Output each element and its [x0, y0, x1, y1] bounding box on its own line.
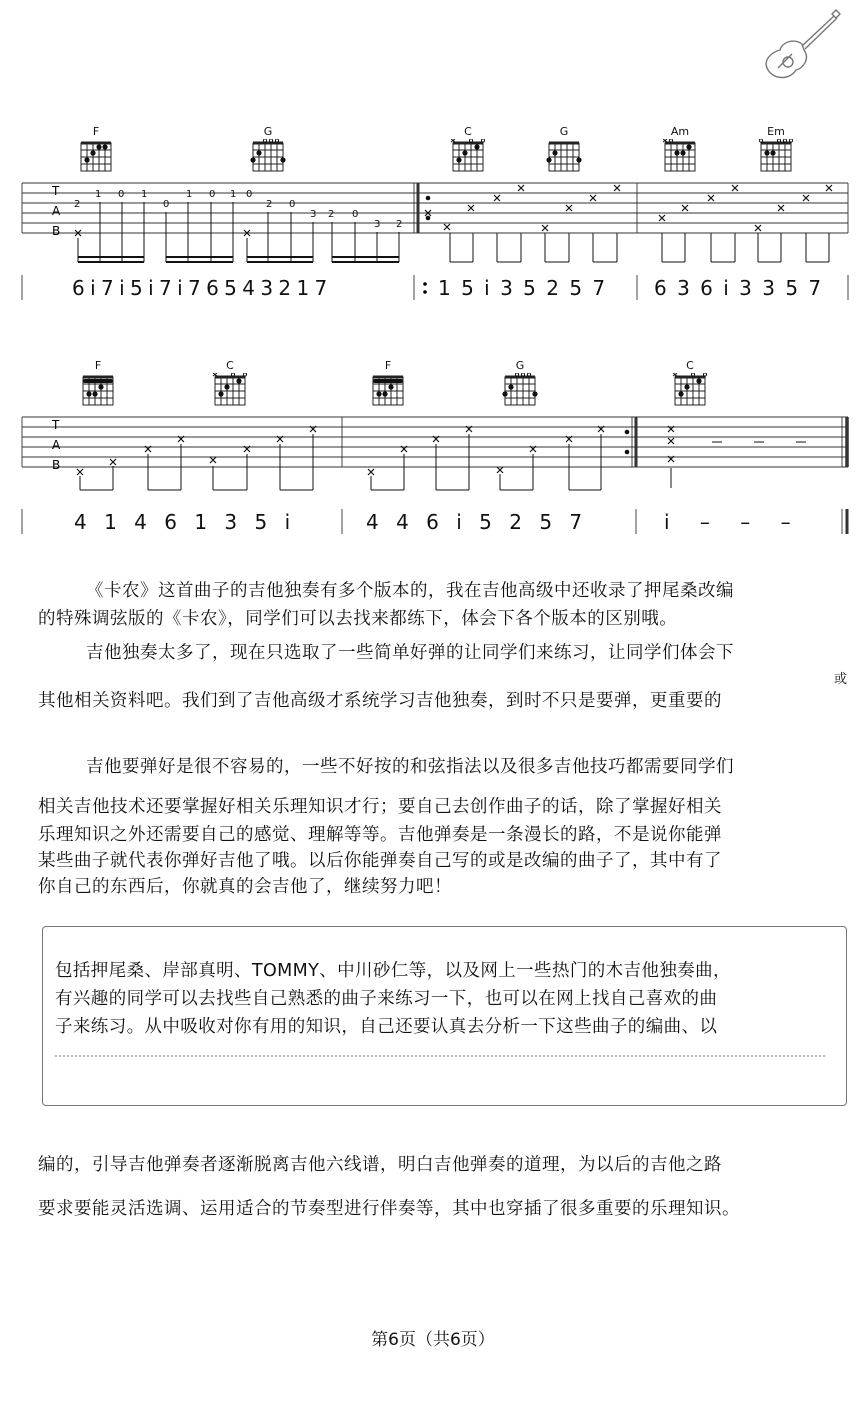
chord-name: F [94, 359, 102, 372]
svg-text:2: 2 [328, 209, 335, 220]
svg-text:1: 1 [95, 189, 102, 200]
box-line: 子来练习。从中吸收对你有用的知识，自己还要认真去分析一下这些曲子的编曲、以 [55, 1017, 718, 1037]
jianpu-measure: 4 1 4 6 1 3 5 i [74, 510, 291, 534]
svg-text:0: 0 [118, 189, 125, 200]
chord-name: C [226, 359, 234, 372]
jianpu-measure: i – – – [664, 510, 791, 534]
chord-name: F [384, 359, 392, 372]
note-box [42, 926, 847, 1106]
paragraph-line: 吉他要弹好是很不容易的，一些不好按的和弦指法以及很多吉他技巧都需要同学们 [86, 757, 734, 777]
svg-text:2: 2 [74, 199, 81, 210]
svg-text:0: 0 [163, 199, 170, 210]
paragraph-line: 你自己的东西后，你就真的会吉他了，继续努力吧！ [38, 877, 452, 897]
tab-letter-t: T [52, 418, 60, 432]
svg-text:1: 1 [141, 189, 148, 200]
jianpu-measure: 1 5 i 3 5 2 5 7 [438, 276, 606, 300]
svg-text:1: 1 [186, 189, 193, 200]
svg-text:3: 3 [310, 209, 317, 220]
svg-text:0: 0 [352, 209, 359, 220]
svg-text:0: 0 [246, 189, 253, 200]
chord-name: G [515, 359, 525, 372]
paragraph-line: 编的，引导吉他弹奏者逐渐脱离吉他六线谱，明白吉他弹奏的道理，为以后的吉他之路 [38, 1155, 722, 1175]
guitar-logo-icon [758, 8, 842, 84]
paragraph-line: 要求要能灵活选调、运用适合的节奏型进行伴奏等，其中也穿插了很多重要的乐理知识。 [38, 1199, 740, 1219]
paragraph-line: 《卡农》这首曲子的吉他独奏有多个版本的，我在吉他高级中还收录了押尾桑改编 [86, 581, 734, 601]
paragraph-line: 其他相关资料吧。我们到了吉他高级才系统学习吉他独奏，到时不只是要弹，更重要的 [38, 691, 722, 711]
fret-numbers [74, 189, 402, 230]
x-marks [77, 426, 674, 475]
tab-letter-b: B [52, 224, 61, 238]
tab-system-1 [0, 120, 866, 310]
svg-text:2: 2 [396, 219, 403, 230]
tab-letter-a: A [52, 438, 61, 452]
svg-text:1: 1 [230, 189, 237, 200]
tab-letter-b: B [52, 458, 61, 472]
svg-text:3: 3 [374, 219, 381, 230]
chord-name: G [263, 125, 273, 138]
chord-name: Em [767, 125, 785, 138]
chord-name: C [686, 359, 694, 372]
stems-beams [78, 202, 829, 262]
paragraph-line: 或 [834, 672, 848, 687]
paragraph-line: 的特殊调弦版的《卡农》，同学们可以去找来都练下，体会下各个版本的区别哦。 [38, 609, 678, 629]
box-faded-line [55, 1055, 825, 1061]
chord-name: C [464, 125, 472, 138]
jianpu-measure: 6 i 7 i 5 i 7 i 7 6 5 4 3 2 1 7 [72, 276, 328, 300]
jianpu-measure: 6 3 6 i 3 3 5 7 [654, 276, 822, 300]
svg-text:2: 2 [266, 199, 273, 210]
page-footer: 第6页（共6页） [371, 1330, 495, 1350]
paragraph-line: 吉他独奏太多了，现在只选取了一些简单好弹的让同学们来练习，让同学们体会下 [86, 643, 734, 663]
svg-text:0: 0 [209, 189, 216, 200]
tab-system-2 [0, 354, 866, 544]
tab-letter-t: T [52, 184, 60, 198]
repeat-sign [423, 282, 427, 294]
chord-name: G [559, 125, 569, 138]
chord-name: Am [670, 125, 690, 138]
paragraph-line: 某些曲子就代表你弹好吉他了哦。以后你能弹奏自己写的或是改编的曲子了，其中有了 [38, 851, 722, 871]
jianpu-measure: 4 4 6 i 5 2 5 7 [366, 510, 583, 534]
paragraph-line: 乐理知识之外还需要自己的感觉、理解等等。吉他弹奏是一条漫长的路，不是说你能弹 [38, 825, 722, 845]
svg-text:0: 0 [289, 199, 296, 210]
stems-beams [80, 434, 806, 490]
chord-name: F [92, 125, 100, 138]
tab-letter-a: A [52, 204, 61, 218]
box-line: 有兴趣的同学可以去找些自己熟悉的曲子来练习一下，也可以在网上找自己喜欢的曲 [55, 989, 718, 1009]
box-line: 包括押尾桑、岸部真明、TOMMY、中川砂仁等，以及网上一些热门的木吉他独奏曲， [55, 961, 731, 981]
paragraph-line: 相关吉他技术还要掌握好相关乐理知识才行；要自己去创作曲子的话，除了掌握好相关 [38, 797, 722, 817]
